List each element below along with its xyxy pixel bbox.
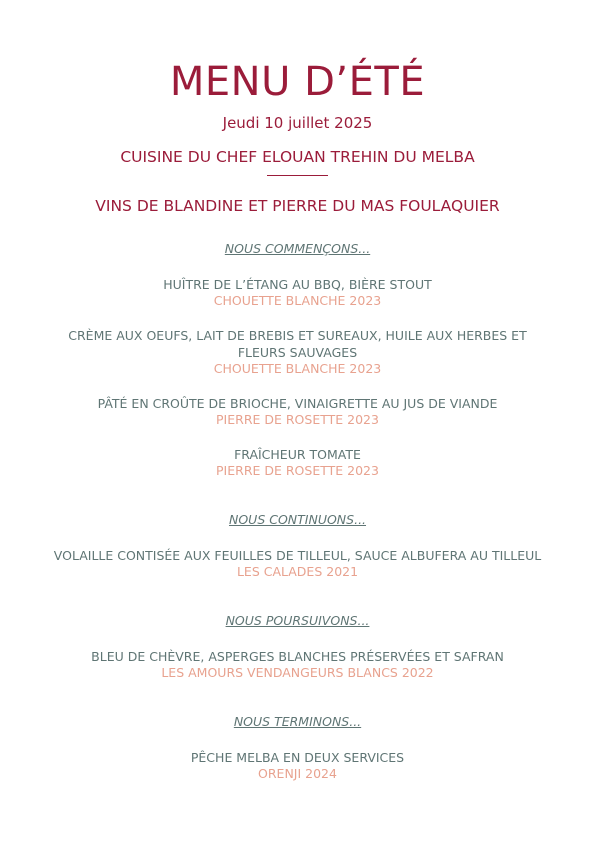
wine-pairing: ORENJI 2024 <box>258 766 337 781</box>
wine-pairing: CHOUETTE BLANCHE 2023 <box>213 293 382 308</box>
menu-date: Jeudi 10 juillet 2025 <box>222 114 373 132</box>
section-heading: NOUS POURSUIVONS... <box>225 613 370 628</box>
dish-name: HUÎTRE DE L’ÉTANG AU BBQ, BIÈRE STOUT <box>163 277 432 292</box>
wine-pairing: PIERRE DE ROSETTE 2023 <box>216 463 379 478</box>
chef-line: CUISINE DU CHEF ELOUAN TREHIN DU MELBA <box>120 148 475 166</box>
dish-name: BLEU DE CHÈVRE, ASPERGES BLANCHES PRÉSERVÉES ET SAFRAN <box>91 649 504 664</box>
section-heading: NOUS TERMINONS... <box>233 714 362 729</box>
dish-name: PÂTÉ EN CROÛTE DE BRIOCHE, VINAIGRETTE AU JUS DE VIANDE <box>97 396 498 411</box>
winemakers-line: VINS DE BLANDINE ET PIERRE DU MAS FOULAQUIER <box>95 197 500 215</box>
dish-name: CRÈME AUX OEUFS, LAIT DE BREBIS ET SUREAUX, HUILE AUX HERBES ET FLEURS SAUVAGES <box>68 328 527 360</box>
section-heading: NOUS CONTINUONS... <box>228 512 367 527</box>
wine-pairing: LES AMOURS VENDANGEURS BLANCS 2022 <box>161 665 434 680</box>
wine-pairing: PIERRE DE ROSETTE 2023 <box>216 412 379 427</box>
wine-pairing: LES CALADES 2021 <box>236 564 359 579</box>
divider <box>267 175 328 176</box>
wine-pairing: CHOUETTE BLANCHE 2023 <box>213 361 382 376</box>
dish-name: FRAÎCHEUR TOMATE <box>234 447 361 462</box>
dish-name: VOLAILLE CONTISÉE AUX FEUILLES DE TILLEUL, SAUCE ALBUFERA AU TILLEUL <box>53 548 542 563</box>
dish-name: PÊCHE MELBA EN DEUX SERVICES <box>190 750 405 765</box>
menu-title: MENU D’ÉTÉ <box>169 59 426 105</box>
section-heading: NOUS COMMENÇONS... <box>224 241 371 256</box>
